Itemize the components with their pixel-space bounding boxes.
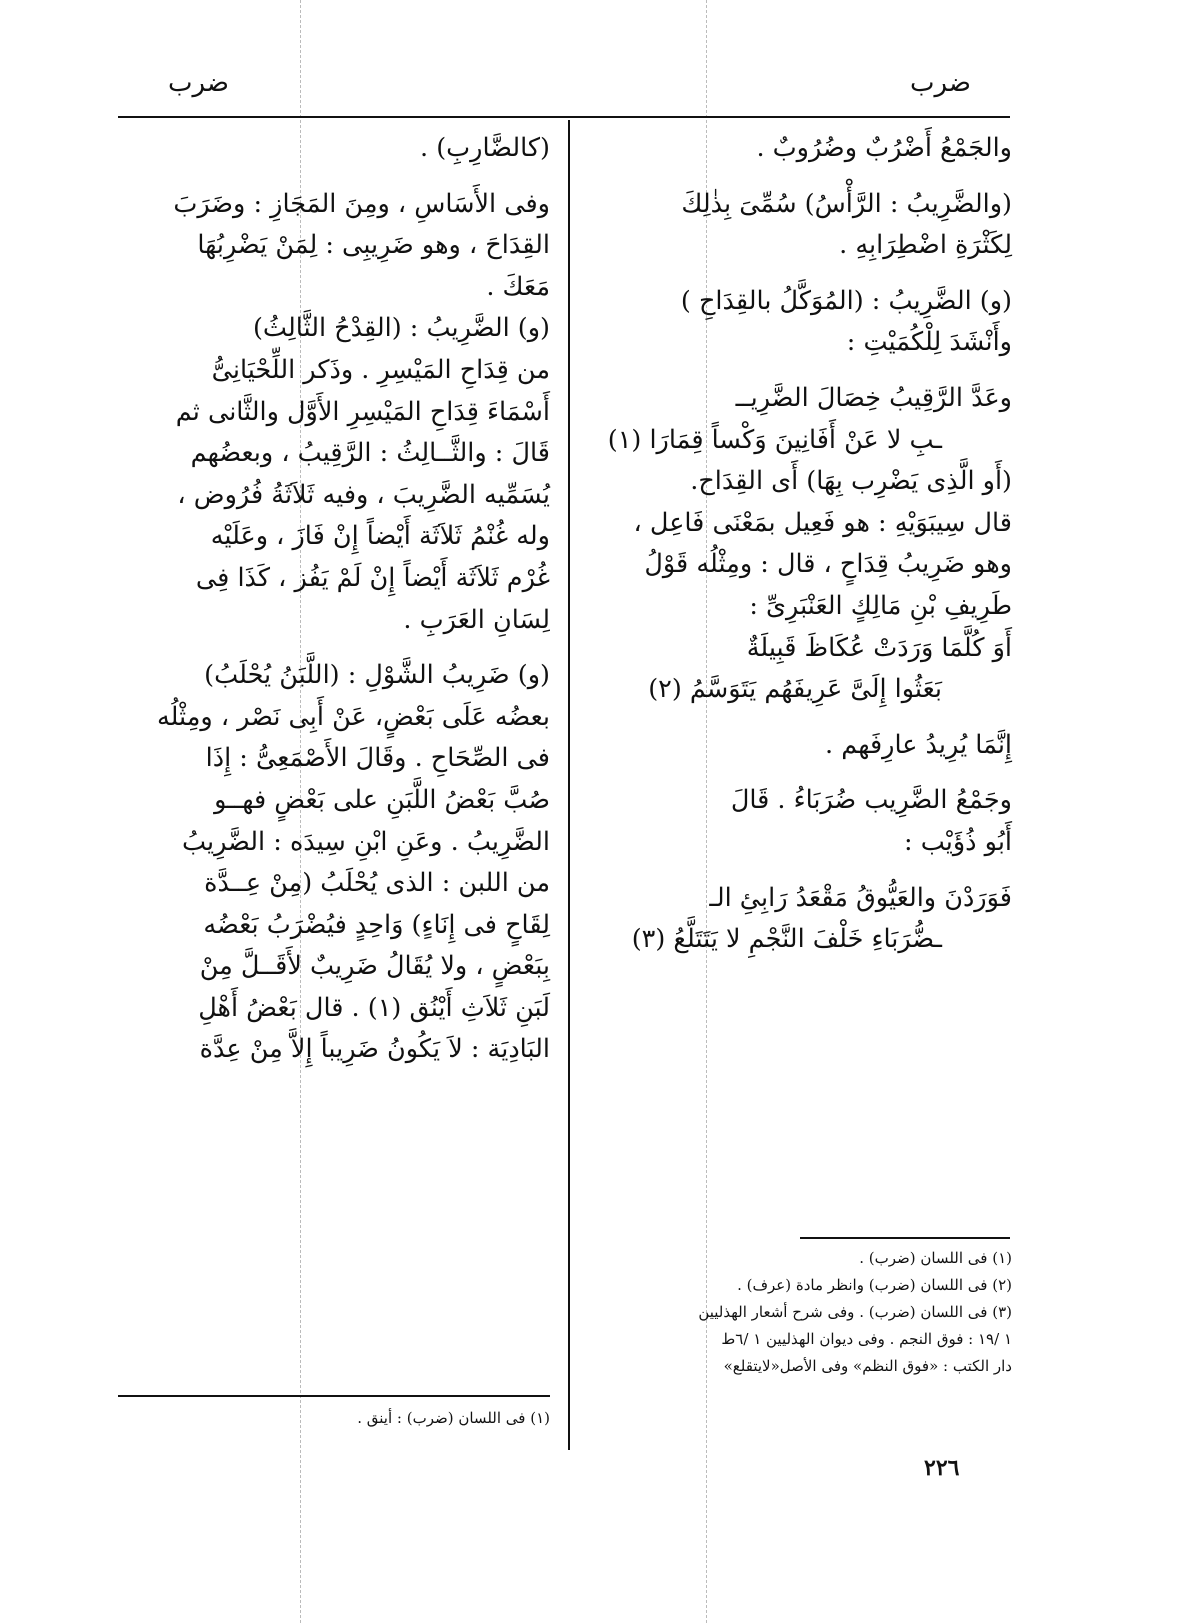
text-line: (والضَّرِيبُ : الرَّأْسُ) سُمِّىَ بِذٰلِكَ bbox=[681, 188, 1012, 219]
running-header-right: ضرب bbox=[910, 68, 971, 98]
text-line: القِدَاحَ ، وهو ضَرِيبِى : لِمَنْ يَضْرِبُهَا bbox=[197, 230, 550, 261]
text-line: من قِدَاحِ المَيْسِرِ . وذَكر اللِّحْيَانِىُّ bbox=[211, 354, 550, 385]
verse-line: ـبِ لا عَنْ أَفَانِينَ وَكْساً قِمَارَا (١) bbox=[607, 424, 942, 455]
footnote-rule bbox=[800, 1237, 1010, 1239]
text-line: من اللبن : الذى يُحْلَبُ (مِنْ عِــدَّة bbox=[204, 868, 550, 899]
text-line: أَسْمَاءَ قِدَاحِ المَيْسِرِ الأَوَّل والثَّانى ثم bbox=[175, 396, 550, 427]
text-line: بِبَعْضٍ ، ولا يُقَالُ ضَرِيبٌ لأَقَــلَّ مِنْ bbox=[199, 951, 550, 982]
text-line: وله غُنْمُ ثَلاَثَة أَيْضاً إِنْ فَازَ ، وعَلَيْه bbox=[210, 521, 550, 552]
text-line: مَعَكَ . bbox=[486, 271, 550, 302]
running-header-left: ضرب bbox=[168, 68, 229, 98]
text-line: قال سِيبَوَيْهِ : هو فَعِيل بمَعْنَى فَاعِل ، bbox=[633, 507, 1012, 538]
text-line: لِقَاحٍ فى إِنَاءٍ) وَاحِدٍ فيُضْرَبُ بَعْضُه bbox=[203, 909, 550, 940]
text-line: غُرْم ثَلاَثَة أَيْضاً إِنْ لَمْ يَفُز ، كَذَا فِى bbox=[195, 562, 550, 593]
text-line: وهو ضَرِيبُ قِدَاحٍ ، قال : ومِثْلُه قَوْلُ bbox=[644, 549, 1012, 580]
verse-line: وعَدَّ الرَّقِيبُ خِصَالَ الضَّرِيــ bbox=[735, 382, 1012, 413]
text-line: وفى الأَسَاسِ ، ومِنَ المَجَازِ : وضَرَبَ bbox=[173, 188, 550, 219]
text-line: وأَنْشَدَ لِلْكُمَيْتِ : bbox=[846, 327, 1012, 358]
text-line: والجَمْعُ أَضْرُبٌ وضُرُوبٌ . bbox=[756, 133, 1012, 163]
left-column bbox=[112, 128, 550, 1071]
text-line: إِنَّمَا يُرِيدُ عارِفَهم . bbox=[825, 729, 1012, 760]
footnote: ١ /١٩ : فوق النجم . وفى ديوان الهذليين ١ /٦ط bbox=[721, 1330, 1012, 1348]
text-line: بعضُه عَلَى بَعْضٍ، عَنْ أَبِى نَصْر ، ومِثْلُه bbox=[156, 701, 550, 732]
text-line: (أَو الَّذِى يَضْرِب بِهَا) أَى القِدَاح. bbox=[690, 466, 1012, 497]
text-line: لَبَنِ ثَلاَثِ أَيْنُق (١) . قال بَعْضُ أَهْلِ bbox=[198, 992, 550, 1023]
footnote: دار الكتب : «فوق النظم» وفى الأصل«لايتقلع» bbox=[723, 1357, 1012, 1375]
header-rule bbox=[118, 116, 1010, 118]
text-line: أَبُو ذُؤَيْب : bbox=[904, 826, 1012, 857]
text-line: الضَّرِيبُ . وعَنِ ابْنِ سِيدَه : الضَّرِيبُ bbox=[181, 826, 550, 857]
right-column bbox=[580, 128, 1012, 961]
text-line: لِسَانِ العَرَبِ . bbox=[403, 604, 550, 635]
verse-line: ـضُّرَبَاءِ خَلْفَ النَّجْمِ لا يَتَتَلَّعُ (٣) bbox=[631, 924, 942, 955]
right-footnotes bbox=[580, 1245, 1012, 1380]
text-line: طَرِيفِ بْنِ مَالِكٍ العَنْبَرِىِّ : bbox=[749, 590, 1012, 621]
left-footnotes bbox=[118, 1405, 550, 1432]
verse-line: أَوَ كُلَّمَا وَرَدَتْ عُكَاظَ قَبِيلَةٌ bbox=[746, 632, 1012, 663]
page-number: ٢٢٦ bbox=[924, 1455, 960, 1481]
footnote: (١) فى اللسان (ضرب) . bbox=[859, 1249, 1012, 1267]
column-divider bbox=[568, 120, 570, 1450]
text-line: يُسَمِّيه الضَّرِيبَ ، وفيه ثَلاَثَةُ فُرُوض ، bbox=[177, 479, 550, 510]
text-line: صُبَّ بَعْضُ اللَّبَنِ على بَعْضٍ فهــو bbox=[214, 784, 550, 815]
footnote-rule bbox=[118, 1395, 550, 1397]
verse-line: فَوَرَدْنَ والعَيُّوقُ مَقْعَدُ رَابِئِ الـ bbox=[709, 882, 1012, 913]
footnote: (٣) فى اللسان (ضرب) . وفى شرح أشعار الهذليين bbox=[698, 1303, 1012, 1321]
text-line: البَادِيَة : لاَ يَكُونُ ضَرِيباً إِلاَّ مِنْ عِدَّة bbox=[199, 1034, 550, 1065]
text-line: وجَمْعُ الضَّرِيب ضُرَبَاءُ . قَالَ bbox=[730, 785, 1012, 816]
text-line: (كالضَّارِبِ) . bbox=[420, 133, 550, 163]
footnote: (٢) فى اللسان (ضرب) وانظر مادة (عرف) . bbox=[737, 1276, 1012, 1294]
text-line: (و) الضَّرِيبُ : (القِدْحُ الثَّالِثُ) bbox=[252, 313, 550, 344]
text-line: قَالَ : والثَّــالِثُ : الرَّقِيبُ ، وبعضُهم bbox=[190, 438, 550, 469]
footnote: (١) فى اللسان (ضرب) : أينق . bbox=[357, 1409, 550, 1427]
verse-line: بَعَثُوا إِلَىَّ عَرِيفَهُم يَتَوَسَّمُ (٢) bbox=[648, 674, 942, 705]
text-line: لِكَثْرَةِ اضْطِرَابِهِ . bbox=[839, 230, 1012, 261]
text-line: فى الصِّحَاحِ . وقَالَ الأَصْمَعِىُّ : إِذَا bbox=[205, 743, 550, 774]
text-line: (و) الضَّرِيبُ : (المُوَكَّلُ بالقِدَاحِ ) bbox=[680, 285, 1012, 316]
text-line: (و) ضَرِيبُ الشَّوْلِ : (اللَّبَنُ يُحْلَبُ) bbox=[204, 660, 550, 691]
